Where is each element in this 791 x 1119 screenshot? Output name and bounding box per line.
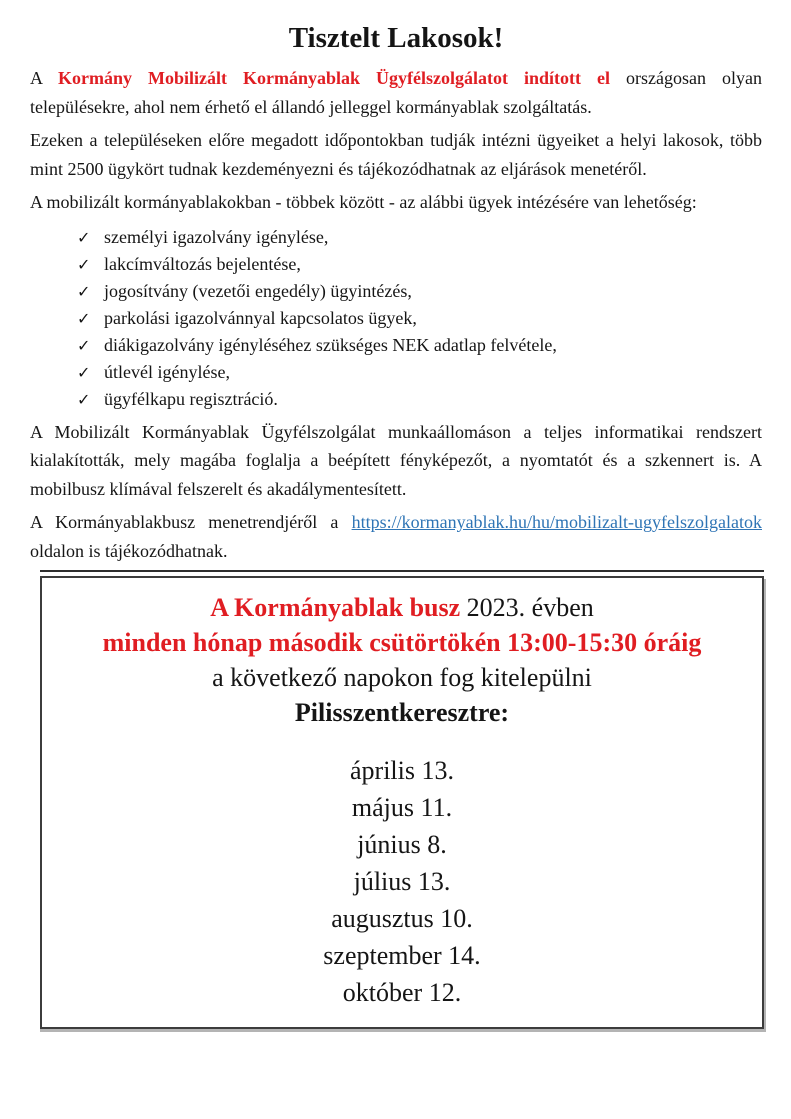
checklist-item-label: lakcímváltozás bejelentése, (104, 253, 301, 274)
checklist-item-label: személyi igazolvány igénylése, (104, 226, 329, 247)
services-intro-paragraph: A mobilizált kormányablakokban - többek között - az alábbi ügyek intézésére van lehetőség: (30, 192, 697, 212)
checklist-item (77, 278, 762, 305)
checklist-item (77, 224, 762, 251)
schedule-box (40, 576, 764, 1029)
checklist-item (77, 359, 762, 386)
checklist-item (77, 332, 762, 359)
intro-pre-text: A (30, 68, 59, 88)
check-icon: ✓ (77, 308, 91, 328)
date-line: április 13. (350, 756, 454, 785)
checklist-item-label: parkolási igazolvánnyal kapcsolatos ügyek, (104, 307, 417, 328)
check-icon: ✓ (77, 389, 91, 409)
date-line: október 12. (342, 978, 462, 1007)
link-pre-text: A Kormányablakbusz menetrendjéről a (30, 512, 352, 532)
checklist-item-label: jogosítvány (vezetői engedély) ügyintézés, (104, 280, 412, 301)
checklist-item (77, 251, 762, 278)
checklist-item (77, 305, 762, 332)
date-line: július 13. (353, 867, 451, 896)
box-heading-line-4: Pilisszentkeresztre: (294, 698, 510, 727)
services-checklist (30, 222, 762, 413)
divider-line (40, 570, 764, 572)
box-heading-line-1 (50, 590, 754, 625)
check-icon: ✓ (77, 335, 91, 355)
box-heading-year-text: 2023. évben (460, 593, 594, 622)
check-icon: ✓ (77, 281, 91, 301)
check-icon: ✓ (77, 227, 91, 247)
intro-highlight-text: Kormány Mobilizált Kormányablak Ügyfélszolgálatot indított el (58, 68, 611, 88)
box-heading-line-2: minden hónap második csütörtökén 13:00-15:30 óráig (102, 628, 702, 657)
workstation-paragraph: A Mobilizált Kormányablak Ügyfélszolgálat munkaállomáson a teljes informatikai rendszert kialakították, mely magába foglalja a beépített fényképezőt, a nyomtatót és a szkennert is. A mobilbusz klímával felszerelt és akadálymentesített. (30, 421, 762, 499)
schedule-link-paragraph (30, 508, 762, 565)
date-line: május 11. (351, 793, 453, 822)
page-title: Tisztelt Lakosok! (288, 22, 504, 54)
date-line: augusztus 10. (331, 904, 473, 933)
date-list (50, 752, 754, 1011)
date-line: június 8. (357, 830, 447, 859)
intro-post-text: országosan olyan településekre, ahol nem érhető el állandó jelleggel kormányablak szolgáltatás. (30, 68, 762, 117)
date-line: szeptember 14. (323, 941, 481, 970)
checklist-item (77, 386, 762, 413)
link-post-text: oldalon is tájékozódhatnak. (30, 540, 228, 561)
schedule-link[interactable]: https://kormanyablak.hu/hu/mobilizalt-ugyfelszolgalatok (351, 512, 762, 532)
check-icon: ✓ (77, 254, 91, 274)
intro-paragraph (30, 64, 762, 121)
box-heading-line-3: a következő napokon fog kitelepülni (212, 663, 592, 692)
checklist-item-label: útlevél igénylése, (104, 361, 230, 382)
checklist-item-label: ügyfélkapu regisztráció. (104, 388, 278, 409)
check-icon: ✓ (77, 362, 91, 382)
box-heading-red-text: A Kormányablak busz (210, 593, 461, 622)
checklist-item-label: diákigazolvány igényléséhez szükséges NEK adatlap felvétele, (104, 334, 557, 355)
locations-paragraph: Ezeken a településeken előre megadott időpontokban tudják intézni ügyeiket a helyi lakosok, több mint 2500 ügykört tudnak kezdeményezni és tájékozódhatnak az eljárások menetéről. (30, 130, 762, 179)
